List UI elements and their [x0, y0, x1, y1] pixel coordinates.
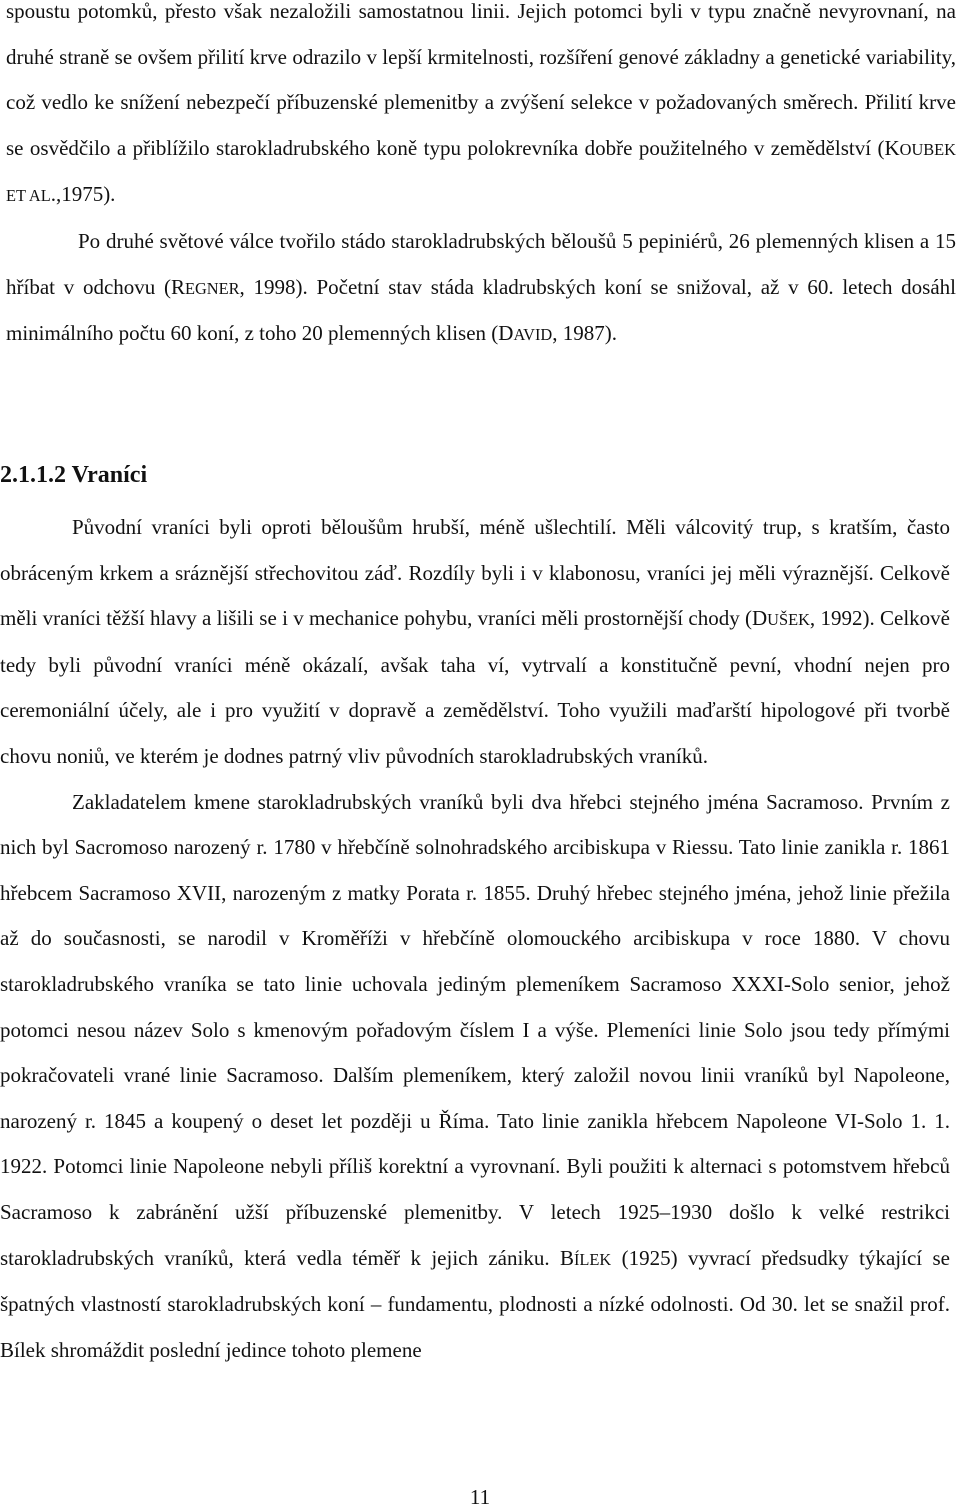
- document-page: [6, 0, 956, 358]
- text-run: Zakladatelem kmene starokladrubských vraníků byli dva hřebci stejného jména Sacramoso. Prvním z nich byl Sacromoso narozený r. 1780 v hřebčíně solnohradského arcibiskupa v Riessu. Tato linie zanikla r. 1861 hřebcem Sacramoso XVII, narozeným z matky Porata r. 1855. Druhý hřebec stejného jména, jehož linie přežila až do současnosti, se narodil v Kroměříži v hřebčíně olomouckého arcibiskupa v roce 1880. V chovu starokladrubského vraníka se tato linie uchovala jediným plemeníkem Sacramoso XXXI-Solo senior, jehož potomci nesou název Solo s kmenovým pořadovým číslem I a výše. Plemeníci linie Solo jsou tedy přímými pokračovateli vrané linie Sacramoso. Dalším plemeníkem, který založil novou linii vraníků byl Napoleone, narozený r. 1845 a koupený o deset let později u Říma. Tato linie zanikla hřebcem Napoleone VI-Solo 1. 1. 1922. Potomci linie Napoleone nebyli příliš korektní a vyrovnaní. Byli použiti k alternaci s potomstvem hřebců Sacramoso k zabránění užší příbuzenské plemenitby. V letech 1925–1930 došlo k velké restrikci starokladrubských vraníků, která vedla téměř k jejich zániku. B: [0, 789, 950, 1270]
- text-run: , 1998). Početní stav stáda kladrubských koní se snižoval, až v 60. letech dosáhl minimálního počtu 60 koní, z toho 20 plemenných klisen (D: [6, 274, 957, 346]
- paragraph-continuation: [6, 0, 956, 219]
- text-run: .,1975).: [50, 182, 116, 207]
- text-run: Po druhé světové válce tvořilo stádo starokladrubských běloušů 5 pepiniérů, 26 plemenných klisen a 15 hříbat v odchovu (R: [6, 228, 956, 299]
- section-body: [0, 505, 950, 1373]
- section-heading: 2.1.1.2 Vraníci: [0, 462, 148, 488]
- text-run: , 1992). Celkově tedy byli původní vraníci méně okázalí, avšak taha ví, vytrvalí a konstitučně pevní, vhodní nejen pro ceremoniální účely, ale i pro využití v dopravě a zemědělství. Toho využili maďarští hipologové při tvorbě chovu noniů, ve kterém je dodnes patrný vliv původních starokladrubských vraníků.: [0, 606, 950, 768]
- text-run: spoustu potomků, přesto však nezaložili samostatnou linii. Jejich potomci byli v typu značně nevyrovnaní, na druhé straně se ovšem přilití krve odrazilo v lepší krmitelnosti, rozšíření genové základny a genetické variability, což vedlo ke snížení nebezpečí příbuzenské plemenitby a zvýšení selekce v požadovaných směrech. Přilití krve se osvědčilo a přiblížilo starokladrubského koně typu polokrevníka dobře použitelného v zemědělství (K: [6, 0, 956, 160]
- page-number: 11: [469, 1485, 491, 1509]
- text-run: , 1987).: [552, 321, 617, 346]
- author-smallcaps: ÍLEK: [573, 1249, 612, 1269]
- paragraph-original-blacks: [0, 505, 950, 780]
- author-smallcaps: OUBEK ET AL: [6, 139, 956, 206]
- paragraph-post-war: [6, 219, 956, 358]
- author-smallcaps: EGNER: [185, 278, 240, 298]
- text-run: Původní vraníci byli oproti běloušům hrubší, méně ušlechtilí. Měli válcovitý trup, s kratším, často obráceným krkem a sráznější střechovitou záď. Rozdíly byli i v klabonosu, vraníci jej měli výraznější. Celkově měli vraníci těžší hlavy a lišili se i v mechanice pohybu, vraníci měli prostornější chody (D: [0, 515, 950, 631]
- paragraph-founders: [0, 780, 950, 1374]
- author-smallcaps: UŠEK: [767, 610, 810, 630]
- text-run: (1925) vyvrací předsudky týkající se špatných vlastností starokladrubských koní – fundamentu, plodnosti a nízké odolnosti. Od 30. let se snažil prof. Bílek shromáždit poslední jedince tohoto plemene: [0, 1245, 950, 1362]
- author-smallcaps: AVID: [513, 325, 553, 345]
